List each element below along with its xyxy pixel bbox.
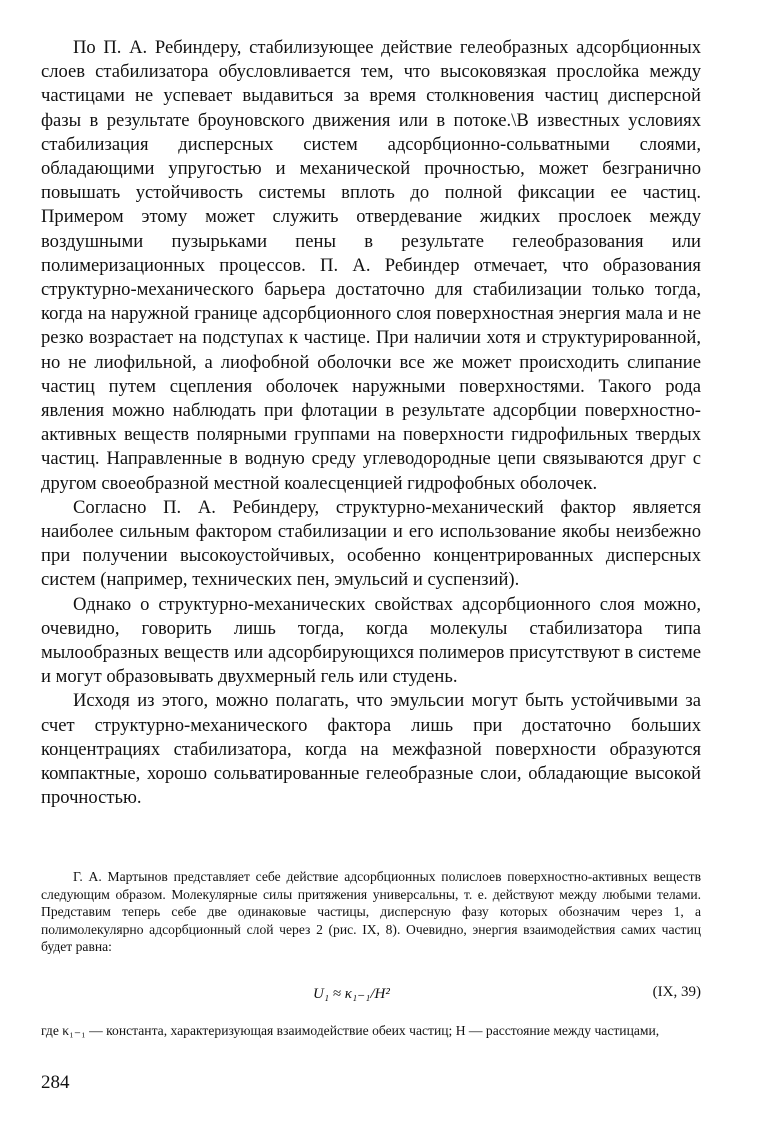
- equation-explanation: [41, 1022, 701, 1040]
- small-paragraph: Г. А. Мартынов представляет себе действие адсорбционных полислоев поверхностно-активных веществ следующим образом. Молекулярные силы притяжения универсальны, т. е. действуют между любыми телами. Представим теперь себе две одинаковые частицы, дисперсную фазу которых обозначим через 1, а полимолекулярно адсорбционный слой через 2 (рис. IX, 8). Очевидно, энергия взаимодействия самих частиц будет равна:: [41, 869, 701, 955]
- paragraph-2: Согласно П. А. Ребиндеру, структурно-механический фактор является наиболее сильным фактором стабилизации и его использование якобы неизбежно при получении высокоустойчивых, особенно концентрированных дисперсных систем (например, технических пен, эмульсий и суспензий).: [41, 496, 701, 591]
- small-print-block: [41, 868, 701, 956]
- equation: [41, 984, 701, 1008]
- main-text: [41, 36, 701, 811]
- equation-number: (IX, 39): [652, 984, 701, 1000]
- paragraph-4: Исходя из этого, можно полагать, что эмульсии могут быть устойчивыми за счет структурно-механического фактора лишь при достаточно больших концентрациях стабилизатора, когда на межфазной поверхности образуются компактные, хорошо сольватированные гелеобразные слои, обладающие высокой прочностью.: [41, 690, 701, 809]
- paragraph-1: По П. А. Ребиндеру, стабилизующее действие гелеобразных адсорбционных слоев стабилизатора обусловливается тем, что высоковязкая прослойка между частицами не успевает выдавиться за время столкновения частиц дисперсной фазы в результате броуновского движения или в потоке.\В известных условиях стабилизация дисперсных систем адсорбционно-сольватными слоями, обладающими упругостью и механической прочностью, может безгранично повышать устойчивость системы вплоть до полной фиксации ее частиц. Примером этому может служить отвердевание жидких прослоек между воздушными пузырьками пены в результате гелеобразования или полимеризационных процессов. П. А. Ребиндер отмечает, что образования структурно-механического барьера достаточно для стабилизации только тогда, когда на наружной границе адсорбционного слоя поверхностная энергия мала и не резко возрастает на подступах к частице. При наличии хотя и структурированной, но не лиофильной, а лиофобной оболочки все же может происходить слипание частиц путем сцепления оболочек наружными поверхностями. Такого рода явления можно наблюдать при флотации в результате адсорбции поверхностно-активных веществ полярными группами на поверхности гидрофильных твердых частиц. Направленные в водную среду углеводородные цепи связываются друг с другом своеобразной местной коалесценцией гидрофобных оболочек.: [41, 37, 701, 494]
- paragraph-3: Однако о структурно-механических свойствах адсорбционного слоя можно, очевидно, говорить лишь тогда, когда молекулы стабилизатора типа мылообразных веществ или адсорбирующихся полимеров присутствуют в системе и могут образовывать двухмерный гель или студень.: [41, 593, 701, 688]
- equation-expression: U₁ ≈ κ₁₋₁/H²: [313, 986, 390, 1002]
- page-number: 284: [41, 1072, 70, 1093]
- explanation-text: где κ₁₋₁ — константа, характеризующая взаимодействие обеих частиц; H — расстояние между частицами,: [41, 1023, 660, 1038]
